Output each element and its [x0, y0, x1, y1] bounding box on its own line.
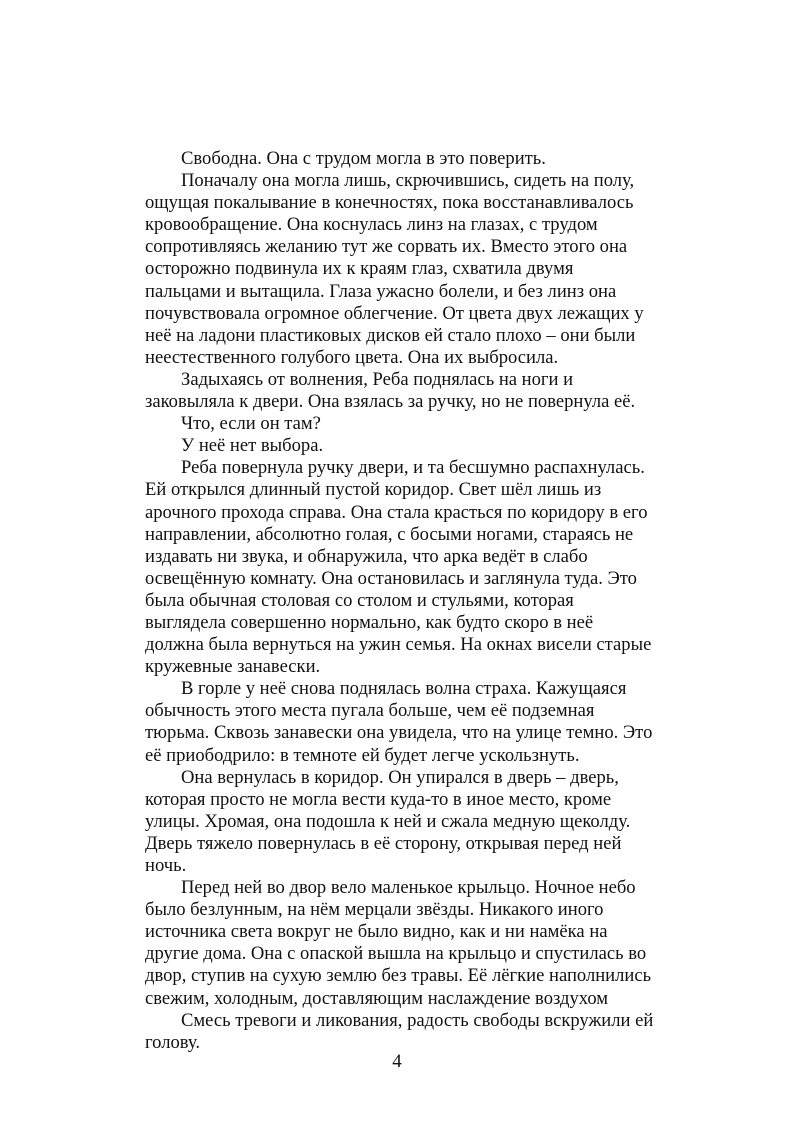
- text-line: было безлунным, на нём мерцали звёзды. Никакого иного: [145, 899, 604, 921]
- text-line: Свободна. Она с трудом могла в это поверить.: [181, 148, 546, 169]
- text-line: почувствовала огромное облегчение. От цвета двух лежащих у: [145, 302, 644, 324]
- text-line: Поначалу она могла лишь, скрючившись, сидеть на полу,: [181, 170, 635, 192]
- text-line: Ей открылся длинный пустой коридор. Свет шёл лишь из: [145, 479, 602, 501]
- text-line: тюрьма. Сквозь занавески она увидела, что на улице темно. Это: [145, 722, 653, 744]
- text-line: заковыляла к двери. Она взялась за ручку, но не повернула её.: [145, 391, 636, 413]
- text-line: сопротивляясь желанию тут же сорвать их. Вместо этого она: [145, 236, 628, 258]
- text-line: неё на ладони пластиковых дисков ей стало плохо – они были: [145, 324, 636, 346]
- text-line: пальцами и вытащила. Глаза ужасно болели, и без линз она: [145, 280, 617, 302]
- text-line: которая просто не могла вести куда-то в иное место, кроме: [145, 788, 612, 810]
- text-line: издавать ни звука, и обнаружила, что арка ведёт в слабо: [145, 545, 588, 567]
- text-line: голову.: [145, 1031, 201, 1053]
- text-line: двор, ступив на сухую землю без травы. Её лёгкие наполнились: [145, 965, 652, 987]
- text-line: Что, если он там?: [181, 413, 321, 435]
- text-line: её приободрило: в темноте ей будет легче ускользнуть.: [145, 744, 580, 766]
- text-line: В горле у неё снова поднялась волна страха. Кажущаяся: [181, 678, 627, 700]
- text-line: неестественного голубого цвета. Она их выбросила.: [145, 346, 559, 368]
- text-line: кровообращение. Она коснулась линз на глазах, с трудом: [145, 214, 598, 236]
- text-line: должна была вернуться на ужин семья. На окнах висели старые: [145, 634, 652, 656]
- text-line: улицы. Хромая, она подошла к ней и сжала медную щеколду.: [145, 810, 631, 832]
- text-line: Дверь тяжело повернулась в её сторону, открывая перед ней: [145, 832, 622, 854]
- body-text: [145, 148, 667, 1054]
- text-line: другие дома. Она с опаской вышла на крыльцо и спустилась во: [145, 943, 647, 965]
- page-number: 4: [392, 1051, 402, 1072]
- text-line: Она вернулась в коридор. Он упирался в дверь – дверь,: [181, 766, 619, 788]
- text-line: направлении, абсолютно голая, с босыми ногами, стараясь не: [145, 523, 634, 545]
- text-line: кружевные занавески.: [145, 656, 321, 678]
- text-line: ночь.: [145, 855, 187, 876]
- text-line: выглядела совершенно нормально, как будто скоро в неё: [145, 611, 594, 633]
- text-line: была обычная столовая со столом и стульями, которая: [145, 589, 574, 611]
- text-line: арочного прохода справа. Она стала красться по коридору в его: [145, 501, 648, 523]
- text-line: Перед ней во двор вело маленькое крыльцо. Ночное небо: [181, 877, 636, 899]
- text-line: освещённую комнату. Она остановилась и заглянула туда. Это: [145, 567, 637, 589]
- text-line: Реба повернула ручку двери, и та бесшумно распахнулась.: [181, 457, 645, 479]
- text-line: свежим, холодным, доставляющим наслаждение воздухом: [145, 987, 609, 1009]
- text-line: ощущая покалывание в конечностях, пока восстанавливалось: [145, 192, 634, 214]
- text-line: Смесь тревоги и ликования, радость свободы вскружили ей: [181, 1009, 654, 1031]
- text-line: обычность этого места пугала больше, чем её подземная: [145, 700, 595, 722]
- text-line: У неё нет выбора.: [181, 435, 324, 457]
- text-line: источника света вокруг не было видно, как и ни намёка на: [145, 921, 608, 943]
- text-line: Задыхаясь от волнения, Реба поднялась на ноги и: [181, 368, 574, 390]
- text-line: осторожно подвинула их к краям глаз, схватила двумя: [145, 258, 574, 280]
